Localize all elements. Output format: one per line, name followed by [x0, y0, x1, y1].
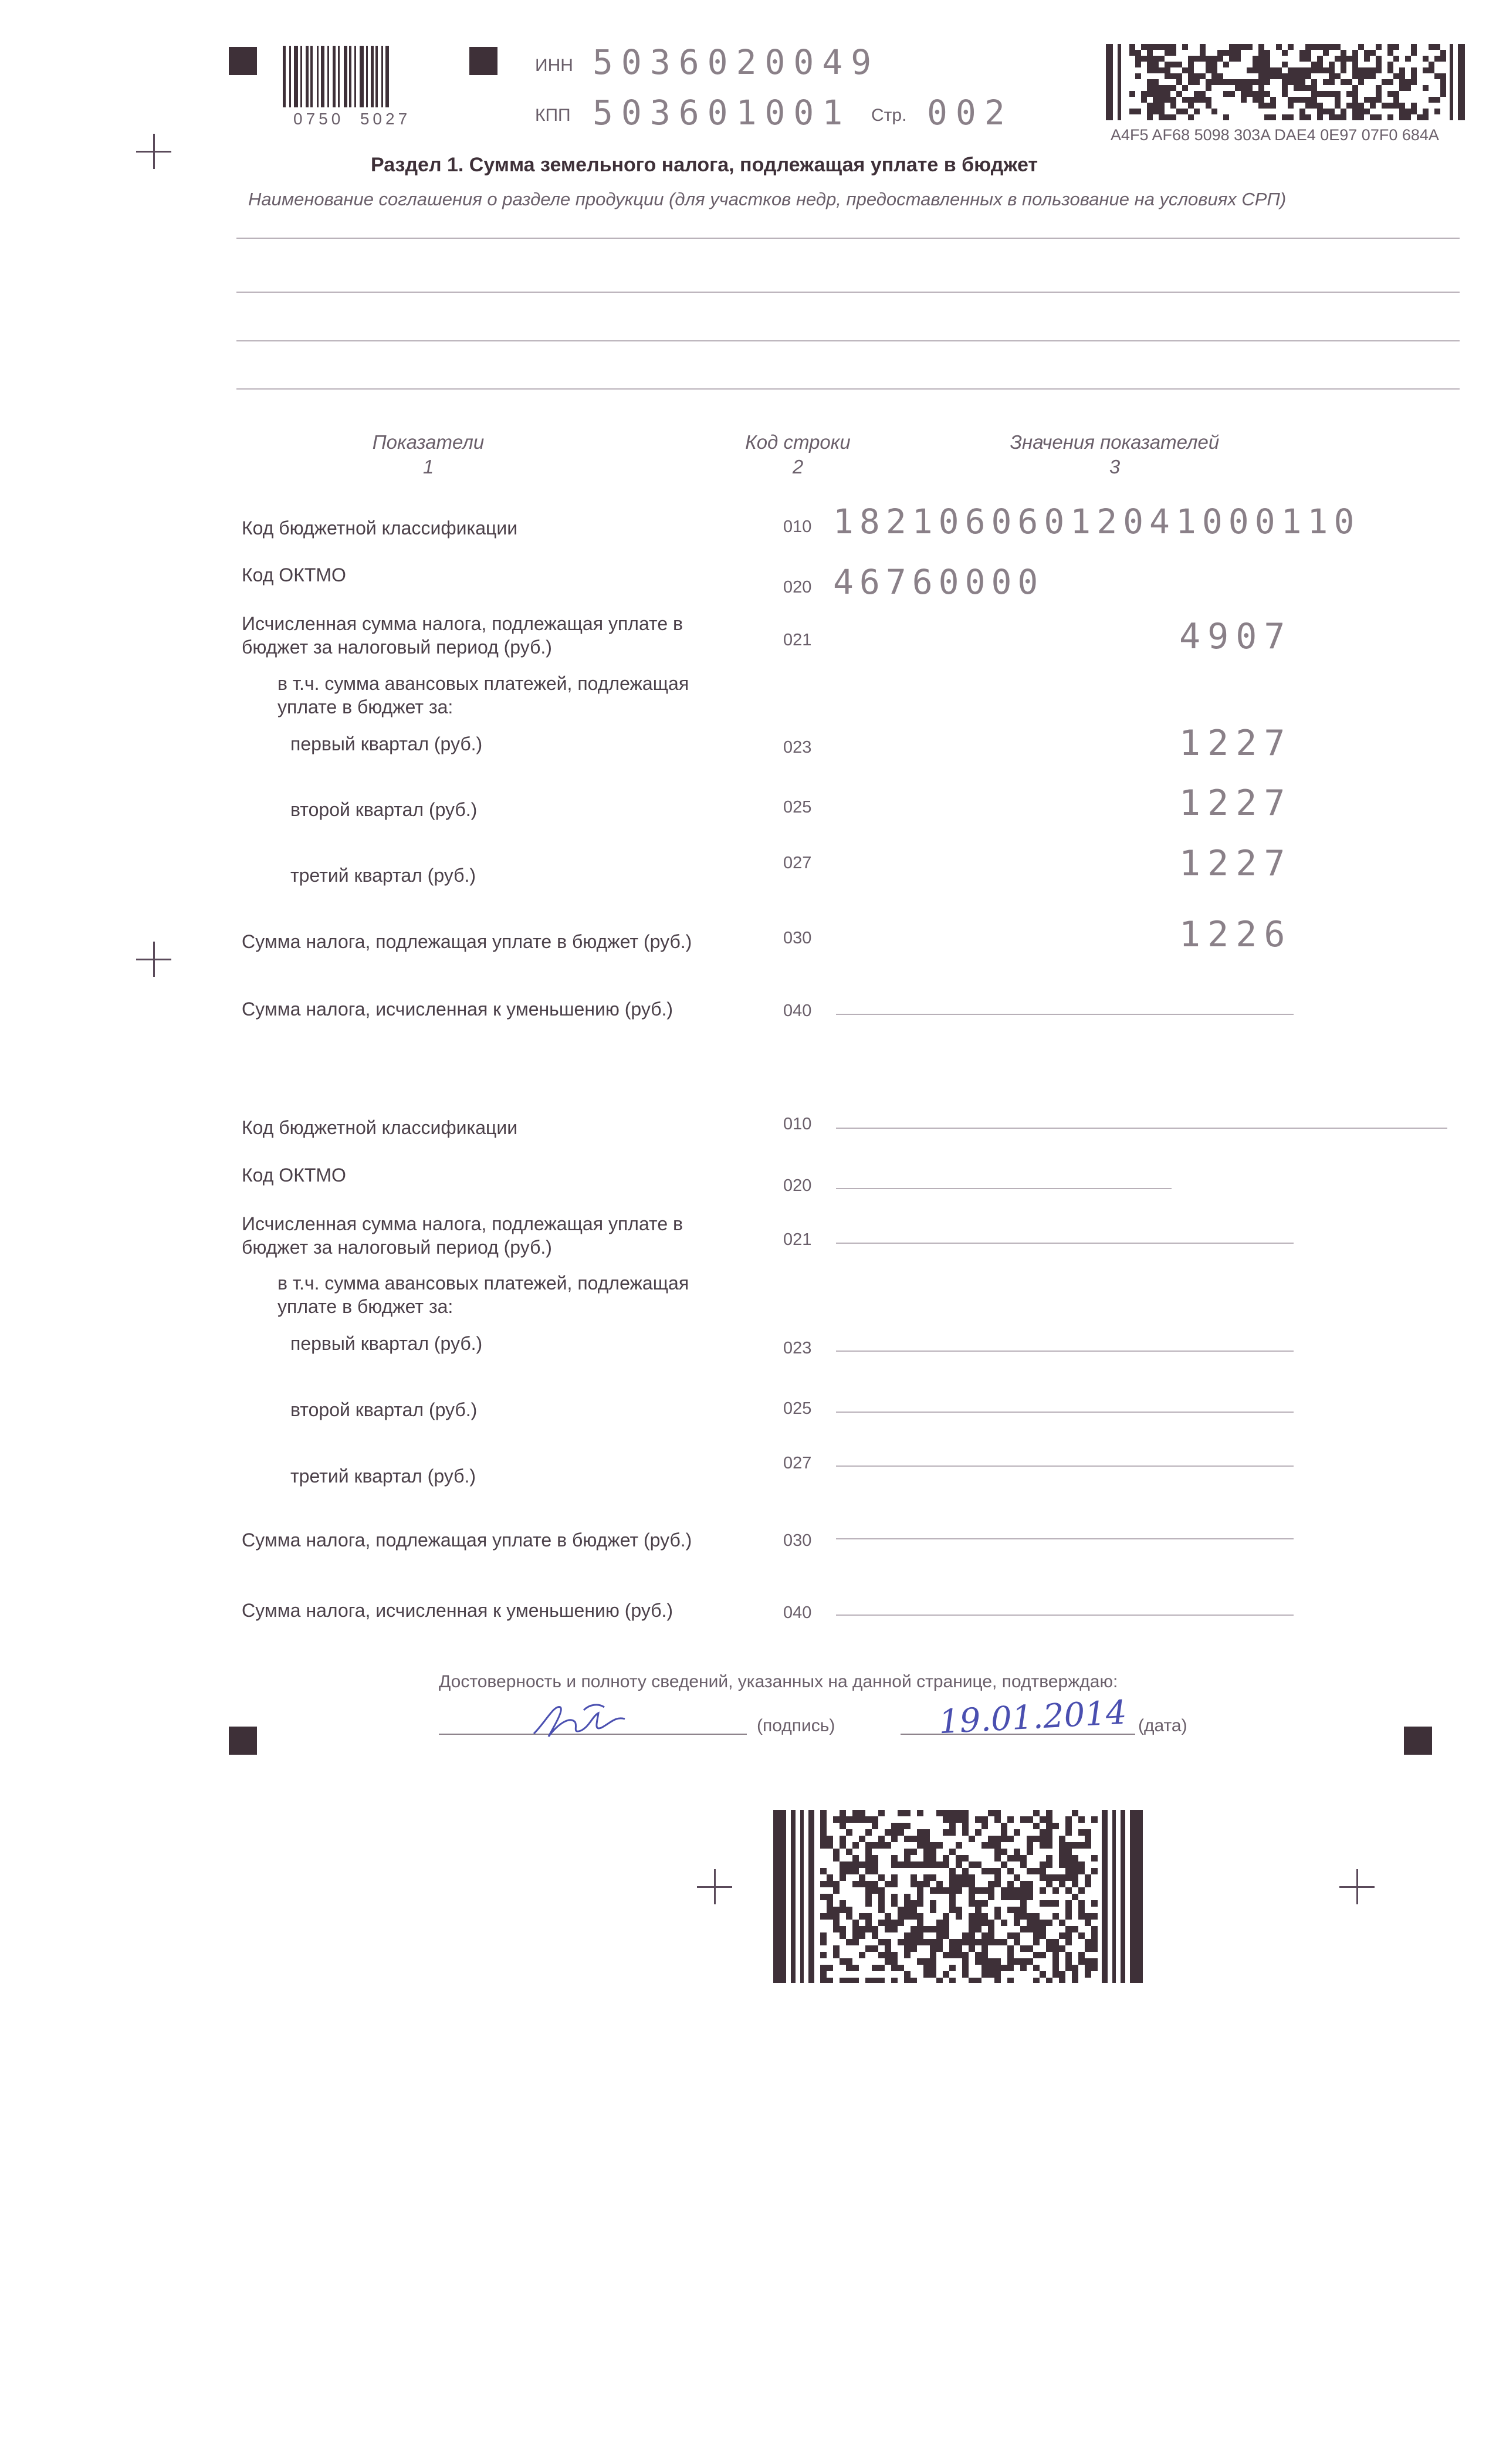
b2-pay-label: Сумма налога, подлежащая уплате в бюджет (руб.)	[242, 1529, 692, 1551]
registration-marker-top-mid	[469, 47, 497, 75]
b2-calc-line	[836, 1243, 1294, 1244]
b1-q2-code: 025	[783, 798, 812, 817]
b1-oktmo-value: 46760000	[833, 562, 1044, 602]
agreement-line-4	[236, 388, 1460, 390]
hash-code: A4F5 AF68 5098 303A DAE4 0E97 07F0 684A	[1111, 126, 1439, 144]
b1-oktmo-label: Код ОКТМО	[242, 564, 346, 585]
inn-value: 5036020049	[593, 42, 880, 82]
b1-reduce-code: 040	[783, 1001, 812, 1020]
b2-kbk-label: Код бюджетной классификации	[242, 1117, 518, 1138]
b2-q1-line	[836, 1351, 1294, 1352]
b1-calc-label-2: бюджет за налоговый период (руб.)	[242, 637, 552, 658]
col1-num: 1	[422, 456, 434, 478]
agreement-label: Наименование соглашения о разделе продукции (для участков недр, предоставленных в пользование на условиях СРП)	[248, 189, 1287, 209]
b2-oktmo-line	[836, 1188, 1172, 1189]
crosshair-icon	[1339, 1869, 1375, 1904]
kpp-label: КПП	[535, 106, 571, 125]
page-label: Стр.	[871, 106, 907, 125]
b2-q3-label: третий квартал (руб.)	[290, 1465, 476, 1487]
b2-q2-code: 025	[783, 1399, 812, 1418]
crosshair-icon	[697, 1869, 732, 1904]
agreement-line-2	[236, 292, 1460, 293]
b1-q3-code: 027	[783, 854, 812, 872]
b1-calc-value: 4907	[1179, 616, 1292, 657]
confirm-text: Достоверность и полноту сведений, указанных на данной странице, подтверждаю:	[439, 1672, 1118, 1691]
b1-pay-value: 1226	[1179, 914, 1292, 955]
signature-label: (подпись)	[757, 1716, 835, 1735]
b1-calc-label-1: Исчисленная сумма налога, подлежащая уплате в	[242, 613, 683, 634]
b1-q3-label: третий квартал (руб.)	[290, 865, 476, 886]
b2-reduce-label: Сумма налога, исчисленная к уменьшению (руб.)	[242, 1600, 673, 1621]
b1-adv-label-2: уплате в бюджет за:	[277, 696, 453, 717]
crosshair-icon	[136, 134, 171, 169]
b2-calc-code: 021	[783, 1230, 812, 1249]
b1-adv-label-1: в т.ч. сумма авансовых платежей, подлежащая	[277, 673, 689, 694]
top-datamatrix-code	[1106, 44, 1470, 120]
b2-reduce-line	[836, 1615, 1294, 1616]
agreement-line-1	[236, 238, 1460, 239]
signature-image	[528, 1698, 681, 1745]
b1-kbk-label: Код бюджетной классификации	[242, 517, 518, 539]
registration-marker-top-left	[229, 47, 257, 75]
page-value: 002	[927, 93, 1013, 133]
b1-oktmo-code: 020	[783, 578, 812, 597]
kpp-value: 503601001	[593, 93, 851, 133]
b1-q2-label: второй квартал (руб.)	[290, 799, 478, 820]
b2-adv-label-2: уплате в бюджет за:	[277, 1296, 453, 1317]
b1-reduce-line	[836, 1014, 1294, 1015]
b2-oktmo-code: 020	[783, 1176, 812, 1195]
b1-q1-value: 1227	[1179, 723, 1292, 764]
b1-pay-code: 030	[783, 929, 812, 947]
b1-kbk-value: 18210606012041000110	[833, 502, 1360, 541]
crosshair-icon	[136, 942, 171, 977]
b2-kbk-line	[836, 1128, 1447, 1129]
b2-pay-code: 030	[783, 1531, 812, 1550]
b2-q3-line	[836, 1465, 1294, 1467]
col3-num: 3	[1109, 456, 1121, 478]
registration-marker-bottom-left	[229, 1727, 257, 1755]
b2-q1-code: 023	[783, 1339, 812, 1358]
b2-q3-code: 027	[783, 1454, 812, 1473]
bottom-pdf417-code	[773, 1810, 1143, 1983]
b2-oktmo-label: Код ОКТМО	[242, 1165, 346, 1186]
header-barcode	[283, 46, 389, 107]
b1-q1-label: первый квартал (руб.)	[290, 733, 483, 754]
b1-kbk-code: 010	[783, 517, 812, 536]
b2-q1-label: первый квартал (руб.)	[290, 1333, 483, 1354]
section-title: Раздел 1. Сумма земельного налога, подлежащая уплате в бюджет	[371, 154, 1038, 176]
b2-reduce-code: 040	[783, 1603, 812, 1622]
b2-calc-label-1: Исчисленная сумма налога, подлежащая уплате в	[242, 1213, 683, 1234]
col3-title: Значения показателей	[1010, 431, 1220, 453]
b1-q1-code: 023	[783, 738, 812, 757]
b2-adv-label-1: в т.ч. сумма авансовых платежей, подлежащая	[277, 1272, 689, 1294]
b1-calc-code: 021	[783, 631, 812, 649]
b2-kbk-code: 010	[783, 1115, 812, 1133]
b1-reduce-label: Сумма налога, исчисленная к уменьшению (руб.)	[242, 999, 673, 1020]
agreement-line-3	[236, 340, 1460, 341]
date-value: 19.01.2014	[937, 1693, 1128, 1742]
b1-q3-value: 1227	[1179, 843, 1292, 884]
inn-label: ИНН	[535, 56, 573, 75]
b1-q2-value: 1227	[1179, 783, 1292, 824]
b2-calc-label-2: бюджет за налоговый период (руб.)	[242, 1237, 552, 1258]
registration-marker-bottom-right	[1404, 1727, 1432, 1755]
b2-pay-line	[836, 1538, 1294, 1539]
col1-title: Показатели	[372, 431, 485, 453]
barcode-number: 0750 5027	[293, 110, 411, 128]
b2-q2-line	[836, 1412, 1294, 1413]
date-label: (дата)	[1138, 1716, 1187, 1735]
b1-pay-label: Сумма налога, подлежащая уплате в бюджет (руб.)	[242, 931, 692, 952]
col2-num: 2	[792, 456, 804, 478]
col2-title: Код строки	[745, 431, 851, 453]
b2-q2-label: второй квартал (руб.)	[290, 1399, 478, 1420]
